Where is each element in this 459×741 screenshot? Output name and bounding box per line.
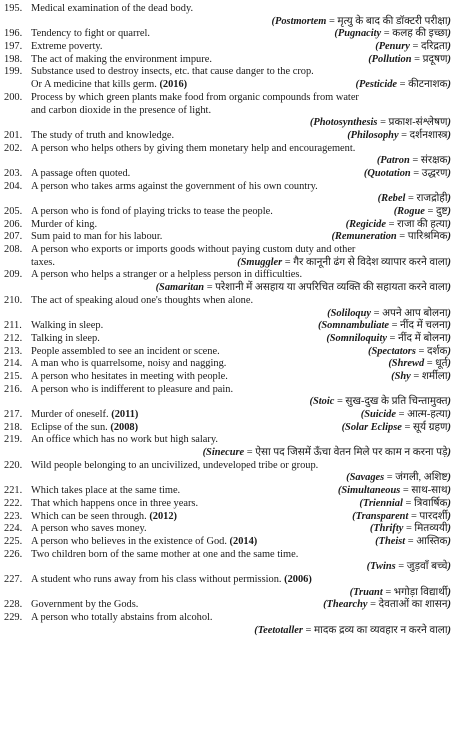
answer: (Quotation = उद्धरण) (363, 167, 451, 179)
exam-year: (2006) (284, 573, 312, 585)
entry-text-line: A person who totally abstains from alcohol. (31, 612, 213, 623)
entry-text-line: and carbon dioxide in the presence of light. (31, 104, 212, 116)
entry-text-line: (Simultaneous = साथ-साथ) Which takes place at the same time. (31, 485, 451, 497)
answer-hindi: जुड़वाँ बच्चे (406, 561, 448, 573)
answer: (Truant = भगोड़ा विद्यार्थी) (349, 586, 451, 598)
entry-number: 217. (4, 409, 23, 420)
entry-text-line: (Pugnacity = कलह की इच्छा) Tendency to fight or quarrel. (31, 28, 451, 40)
answer-word: Twins (370, 561, 396, 573)
entry-number: 215. (4, 370, 23, 382)
entry-number: 228. (4, 599, 23, 611)
entry-text-line: (Penury = दरिद्रता) Extreme poverty. (31, 41, 451, 53)
answer: (Stoic = सुख-दुख के प्रति चिन्तामुक्त) (309, 396, 451, 408)
answer: (Samaritan = परेशानी में असहाय या अपरिचित व्यक्ति की सहायता करने वाला) (155, 282, 451, 294)
list-item (4, 612, 453, 637)
entry-number: 204. (4, 180, 23, 192)
answer-hindi: आत्म-हत्या (407, 409, 448, 420)
list-item (4, 130, 453, 143)
list-item (4, 295, 453, 320)
exam-year: (2016) (159, 79, 188, 91)
answer: (Twins = जुड़वाँ बच्चे) (366, 561, 451, 573)
answer-word: Triennial (362, 497, 403, 509)
answer-word: Transparent (355, 510, 409, 522)
answer-word: Simultaneous (341, 485, 401, 497)
entry-number: 205. (4, 206, 23, 217)
entry-text-line: (Triennial = त्रिवार्षिक) That which happens once in three years. (31, 497, 451, 509)
entry-text-line: A person who is indifferent to pleasure and pain. (31, 383, 234, 395)
list-item (4, 346, 453, 359)
entry-text-line: Substance used to destroy insects, etc. that cause danger to the crop. (31, 66, 314, 78)
answer-word: Pollution (371, 53, 412, 65)
answer-word: Regicide (349, 218, 386, 230)
list-item (4, 320, 453, 333)
list-item (4, 244, 453, 269)
answer-word: Remuneration (334, 231, 397, 243)
answer-hindi: राजा की हत्या (397, 218, 448, 230)
entry-text-line: (Spectators = दर्शक) People assembled to see an incident or scene. (31, 345, 451, 357)
answer: (Simultaneous = साथ-साथ) (337, 485, 451, 497)
answer: (Transparent = पारदर्शी) (352, 510, 451, 522)
entry-text-line: Medical examination of the dead body. (31, 3, 194, 14)
entry-number: 207. (4, 231, 23, 243)
entry-number: 211. (4, 320, 22, 332)
list-item (4, 143, 453, 168)
entry-number: 213. (4, 345, 23, 357)
list-item (4, 28, 453, 41)
list-item (4, 384, 453, 409)
answer-word: Postmortem (274, 15, 327, 27)
answer-hindi: प्रकाश-संश्लेषण (388, 117, 448, 129)
answer-hindi: परेशानी में असहाय या अपरिचित व्यक्ति की सहायता करने वाला (215, 282, 448, 294)
entry-number: 206. (4, 218, 23, 230)
list-item (4, 181, 453, 206)
entry-text-line: (Somnambuliate = नींद में चलना) Walking in sleep. (31, 320, 451, 332)
answer-word: Smuggler (240, 256, 283, 268)
entry-number: 210. (4, 294, 23, 306)
entry-number: 224. (4, 523, 23, 535)
entry-text-line: (Suicide = आत्म-हत्या) Murder of oneself. (2011) (31, 409, 451, 420)
answer: (Thrifty = मितव्ययी) (369, 523, 451, 535)
entry-text-line: (Theist = आस्तिक) A person who believes in the existence of God. (2014) (31, 535, 451, 547)
answer: (Sinecure = ऐसा पद जिसमें ऊँचा वेतन मिले पर काम न करना पड़े) (202, 447, 451, 459)
answer: (Smuggler = गैर कानूनी ढंग से विदेश व्यापार करने वाला) (237, 256, 451, 268)
list-item (4, 54, 453, 67)
answer-hindi: प्रदूषण (422, 53, 448, 65)
entry-text-line: (Regicide = राजा की हत्या) Murder of king. (31, 218, 451, 230)
answer-hindi: पारिश्रमिक (407, 231, 448, 243)
answer: (Patron = संरक्षक) (376, 155, 451, 167)
entry-text-line: (Thrifty = मितव्ययी) A person who saves money. (31, 523, 451, 535)
entry-number: 219. (4, 434, 23, 446)
answer-word: Teetotaller (257, 624, 303, 636)
list-item (4, 219, 453, 232)
list-item (4, 66, 453, 91)
answer-hindi: जंगली, अशिष्ट (395, 472, 448, 484)
exam-year: (2008) (110, 421, 139, 433)
list-item (4, 231, 453, 244)
list-item (4, 536, 453, 549)
answer-word: Rogue (397, 206, 425, 217)
answer-hindi: मादक द्रव्य का व्यवहार न करने वाला (313, 624, 448, 636)
word-substitution-list (4, 3, 453, 637)
answer-hindi: दुष्ट (435, 206, 448, 217)
list-item (4, 358, 453, 371)
entry-text-line: (Quotation = उद्धरण) A passage often quoted. (31, 167, 451, 179)
entry-number: 209. (4, 269, 23, 281)
answer-hindi: भगोड़ा विद्यार्थी (393, 586, 448, 598)
answer: (Triennial = त्रिवार्षिक) (359, 497, 451, 509)
entry-number: 222. (4, 497, 23, 509)
list-item (4, 434, 453, 459)
entry-number: 208. (4, 244, 23, 256)
answer: (Shy = शर्मीला) (391, 370, 451, 382)
entry-number: 195. (4, 3, 23, 14)
list-item (4, 92, 453, 130)
answer-word: Rebel (381, 193, 406, 205)
answer-word: Somniloquity (329, 332, 387, 344)
entry-text-line: Wild people belonging to an uncivilized, undeveloped tribe or group. (31, 459, 319, 471)
list-item (4, 511, 453, 524)
entry-text-line: A person who exports or imports goods without paying custom duty and other (31, 244, 356, 256)
answer: (Shrewd = धूर्त) (388, 358, 451, 370)
entry-text-line: A person who helps others by giving them monetary help and encouragement. (31, 142, 356, 154)
answer: (Solar Eclipse = सूर्य ग्रहण) (341, 421, 451, 433)
entry-number: 218. (4, 421, 23, 433)
list-item (4, 3, 453, 28)
answer-hindi: गैर कानूनी ढंग से विदेश व्यापार करने वाला (293, 256, 448, 268)
answer: (Theist = आस्तिक) (375, 535, 451, 547)
entry-text-line: (Solar Eclipse = सूर्य ग्रहण) Eclipse of the sun. (2008) (31, 421, 451, 433)
answer-word: Soliloquy (330, 307, 372, 319)
answer-word: Penury (378, 41, 410, 53)
list-item (4, 409, 453, 422)
entry-text-line: A student who runs away from his class without permission. (2006) (31, 573, 312, 585)
list-item (4, 41, 453, 54)
entry-text-line: Process by which green plants make food from organic compounds from water (31, 91, 359, 103)
list-item (4, 206, 453, 219)
list-item (4, 599, 453, 612)
entry-text-line: (Somniloquity = नींद में बोलना) Talking in sleep. (31, 332, 451, 344)
entry-number: 199. (4, 66, 23, 78)
entry-number: 196. (4, 28, 23, 40)
list-item (4, 523, 453, 536)
entry-number: 226. (4, 548, 23, 560)
entry-text-line: Two children born of the same mother at one and the same time. (31, 548, 299, 560)
answer-hindi: देवताओं का शासन (378, 599, 448, 611)
answer-word: Spectators (371, 345, 416, 357)
answer: (Photosynthesis = प्रकाश-संश्लेषण) (309, 117, 451, 129)
answer-hindi: आस्तिक (416, 535, 448, 547)
answer: (Thearchy = देवताओं का शासन) (323, 599, 451, 611)
entry-text-line: (Smuggler = गैर कानूनी ढंग से विदेश व्यापार करने वाला) taxes. (31, 256, 451, 268)
answer: (Pesticide = कीटनाशक) (355, 79, 451, 91)
answer-hindi: दर्शनशास्त्र (409, 129, 448, 141)
entry-text-line: A person who takes arms against the government of his own country. (31, 180, 318, 192)
answer: (Rogue = दुष्ट) (393, 206, 451, 217)
answer: (Pugnacity = कलह की इच्छा) (334, 28, 451, 40)
answer-word: Savages (349, 472, 385, 484)
answer-word: Shy (394, 370, 411, 382)
answer-word: Sinecure (206, 447, 245, 459)
answer-word: Photosynthesis (313, 117, 378, 129)
answer-word: Suicide (364, 409, 396, 420)
answer-hindi: उद्धरण (421, 167, 448, 179)
entry-text-line: (Thearchy = देवताओं का शासन) Government by the Gods. (31, 599, 451, 611)
answer-hindi: त्रिवार्षिक (413, 497, 448, 509)
answer-word: Samaritan (159, 282, 205, 294)
answer-hindi: संरक्षक (420, 155, 448, 167)
list-item (4, 422, 453, 435)
entry-text-line: (Pollution = प्रदूषण) The act of making the environment impure. (31, 53, 451, 65)
answer: (Pollution = प्रदूषण) (368, 53, 451, 65)
entry-text-line: (Philosophy = दर्शनशास्त्र) The study of truth and knowledge. (31, 129, 451, 141)
list-item (4, 168, 453, 181)
answer-word: Solar Eclipse (345, 421, 402, 433)
entry-number: 221. (4, 485, 23, 497)
answer-hindi: मितव्ययी (414, 523, 448, 535)
answer-hindi: साथ-साथ (411, 485, 448, 497)
answer: (Suicide = आत्म-हत्या) (360, 409, 451, 420)
list-item (4, 460, 453, 485)
entry-number: 214. (4, 358, 23, 370)
answer-hindi: ऐसा पद जिसमें ऊँचा वेतन मिले पर काम न करना पड़े (255, 447, 448, 459)
answer-word: Pesticide (358, 79, 398, 91)
answer: (Postmortem = मृत्यु के बाद की डॉक्टरी परीक्षा) (271, 15, 451, 27)
answer: (Teetotaller = मादक द्रव्य का व्यवहार न करने वाला) (254, 624, 451, 636)
entry-text-line: (Shrewd = धूर्त) A man who is quarrelsome, noisy and nagging. (31, 358, 451, 370)
answer-word: Somnambuliate (321, 320, 389, 332)
answer-hindi: सूर्य ग्रहण (412, 421, 448, 433)
exam-year: (2011) (111, 409, 139, 420)
entry-number: 225. (4, 535, 23, 547)
entry-text-line: An office which has no work but high salary. (31, 434, 218, 446)
list-item (4, 371, 453, 384)
list-item (4, 574, 453, 599)
entry-number: 220. (4, 459, 23, 471)
answer-hindi: अपने आप बोलना (382, 307, 448, 319)
entry-number: 201. (4, 129, 23, 141)
answer: (Somniloquity = नींद में बोलना) (326, 332, 451, 344)
answer-hindi: धूर्त (435, 358, 448, 370)
entry-number: 203. (4, 167, 23, 179)
exam-year: (2012) (149, 510, 178, 522)
answer-hindi: राजद्रोही (416, 193, 448, 205)
entry-number: 197. (4, 41, 23, 53)
answer-word: Shrewd (391, 358, 425, 370)
entry-text-line: (Transparent = पारदर्शी) Which can be seen through. (2012) (31, 510, 451, 522)
list-item (4, 333, 453, 346)
entry-number: 229. (4, 612, 23, 623)
entry-number: 198. (4, 53, 23, 65)
answer-word: Philosophy (350, 129, 399, 141)
list-item (4, 549, 453, 574)
answer-word: Stoic (312, 396, 335, 408)
answer-word: Pugnacity (337, 28, 382, 40)
answer-word: Truant (353, 586, 383, 598)
answer: (Rebel = राजद्रोही) (377, 193, 451, 205)
entry-number: 200. (4, 91, 23, 103)
entry-text-line: (Remuneration = पारिश्रमिक) Sum paid to man for his labour. (31, 231, 451, 243)
entry-text-line: A person who helps a stranger or a helpless person in difficulties. (31, 269, 303, 281)
list-item (4, 498, 453, 511)
entry-number: 212. (4, 332, 23, 344)
answer: (Soliloquy = अपने आप बोलना) (327, 307, 451, 319)
answer: (Somnambuliate = नींद में चलना) (317, 320, 451, 332)
answer-hindi: दर्शक (426, 345, 448, 357)
answer-hindi: नींद में चलना (400, 320, 448, 332)
entry-number: 202. (4, 142, 23, 154)
entry-number: 227. (4, 573, 23, 585)
list-item (4, 269, 453, 294)
answer-hindi: दरिद्रता (420, 41, 448, 53)
answer: (Remuneration = पारिश्रमिक) (331, 231, 451, 243)
entry-number: 216. (4, 383, 23, 395)
answer-hindi: सुख-दुख के प्रति चिन्तामुक्त (345, 396, 448, 408)
answer: (Spectators = दर्शक) (367, 345, 451, 357)
answer-hindi: नींद में बोलना (398, 332, 448, 344)
answer-word: Patron (380, 155, 410, 167)
answer-hindi: मृत्यु के बाद की डॉक्टरी परीक्षा (337, 15, 448, 27)
entry-text-line: (Shy = शर्मीला) A person who hesitates in meeting with people. (31, 370, 451, 382)
answer-hindi: पारदर्शी (419, 510, 448, 522)
list-item (4, 485, 453, 498)
entry-text-line: (Rogue = दुष्ट) A person who is fond of playing tricks to tease the people. (31, 206, 451, 217)
entry-text-line: The act of speaking aloud one's thoughts when alone. (31, 294, 254, 306)
answer-hindi: कलह की इच्छा (392, 28, 448, 40)
answer-hindi: कीटनाशक (408, 79, 448, 91)
answer-word: Theist (378, 535, 406, 547)
answer-word: Thrifty (373, 523, 404, 535)
answer: (Philosophy = दर्शनशास्त्र) (347, 129, 451, 141)
answer: (Regicide = राजा की हत्या) (345, 218, 451, 230)
answer-word: Quotation (367, 167, 411, 179)
exam-year: (2014) (229, 535, 258, 547)
entry-text-line: (Pesticide = कीटनाशक) Or A medicine that kills germ. (2016) (31, 79, 451, 91)
answer: (Penury = दरिद्रता) (375, 41, 451, 53)
entry-number: 223. (4, 510, 23, 522)
answer: (Savages = जंगली, अशिष्ट) (346, 472, 451, 484)
answer-hindi: शर्मीला (421, 370, 448, 382)
answer-word: Thearchy (326, 599, 368, 611)
